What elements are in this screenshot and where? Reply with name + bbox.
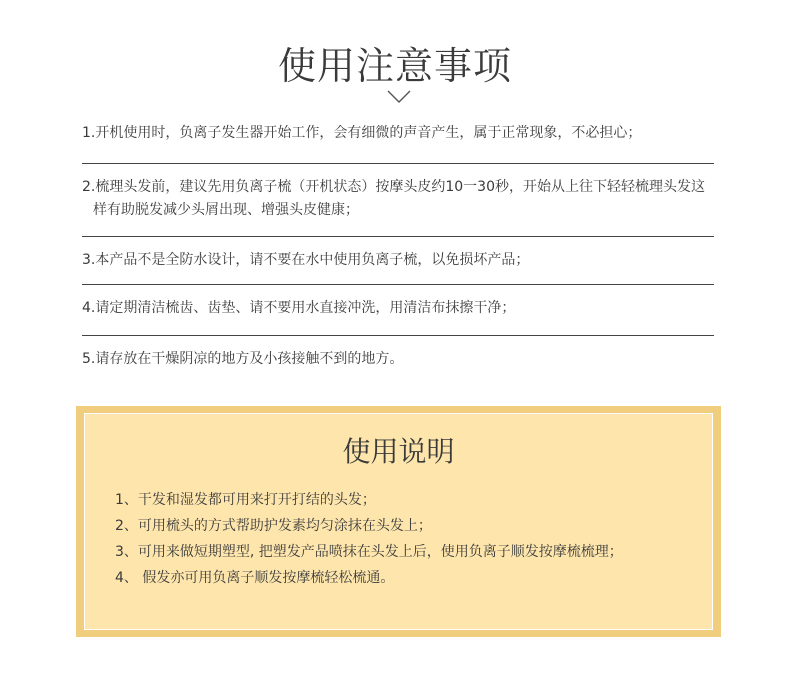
- note-text: 2.梳理头发前，建议先用负离子梳（开机状态）按摩头皮约10一30秒，开始从上往下轻轻梳理头发这样有助脱发减少头屑出现、增强头皮健康；: [82, 179, 705, 218]
- notes-list: [82, 118, 714, 378]
- note-text: 1.开机使用时，负离子发生器开始工作，会有细微的声音产生，属于正常现象，不必担心；: [82, 125, 642, 141]
- usage-instructions-frame: [76, 406, 721, 637]
- note-text: 3.本产品不是全防水设计，请不要在水中使用负离子梳，以免损坏产品；: [82, 252, 530, 268]
- usage-item: 3、可用来做短期塑型, 把塑发产品喷抹在头发上后，使用负离子顺发按摩梳梳理；: [115, 544, 623, 560]
- usage-item: 4、 假发亦可用负离子顺发按摩梳轻松梳通。: [115, 570, 395, 586]
- note-item: [82, 336, 714, 378]
- page-title: 使用注意事项: [277, 44, 512, 88]
- note-item: [82, 164, 714, 237]
- note-text: 4.请定期清洁梳齿、齿垫、请不要用水直接冲洗，用清洁布抹擦干净；: [82, 300, 516, 316]
- note-item: [82, 237, 714, 285]
- usage-item: 2、可用梳头的方式帮助护发素均匀涂抹在头发上；: [115, 518, 432, 534]
- usage-item: 1、干发和湿发都可用来打开打结的头发；: [115, 492, 376, 508]
- note-item: [82, 285, 714, 336]
- note-item: [82, 118, 714, 164]
- usage-title: 使用说明: [342, 435, 455, 468]
- chevron-down-icon: [387, 90, 411, 104]
- usage-instructions-panel: [84, 413, 713, 630]
- note-text: 5.请存放在干燥阴凉的地方及小孩接触不到的地方。: [82, 351, 404, 367]
- usage-list: [115, 487, 695, 591]
